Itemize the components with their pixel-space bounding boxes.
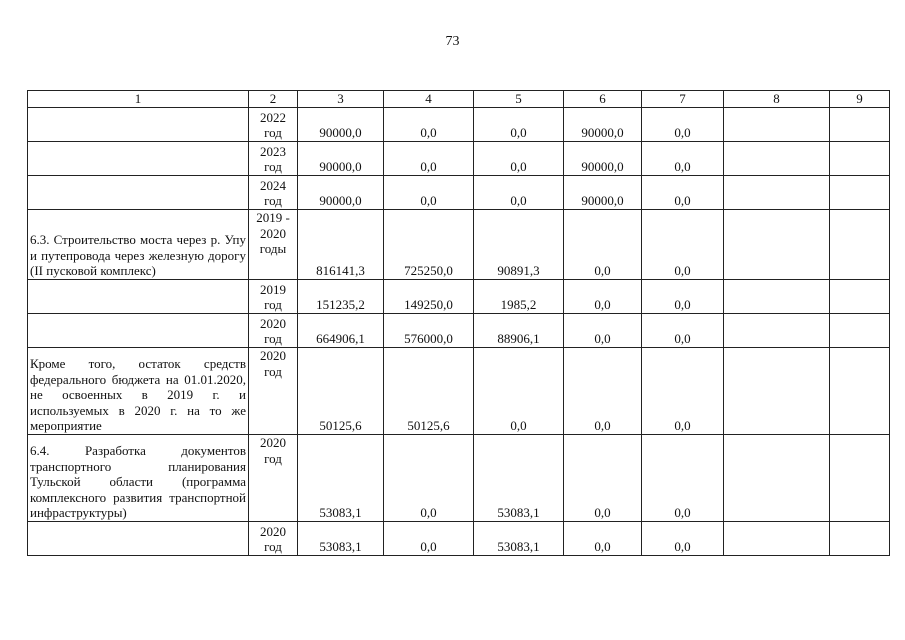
value-cell: 53083,1 xyxy=(474,522,564,556)
period-cell: 2023 год xyxy=(249,142,298,176)
value-cell: 0,0 xyxy=(642,348,724,435)
value-cell: 0,0 xyxy=(564,314,642,348)
value-cell: 0,0 xyxy=(384,108,474,142)
value-cell: 0,0 xyxy=(474,108,564,142)
empty-cell xyxy=(830,314,890,348)
period-cell: 2024 год xyxy=(249,176,298,210)
total-cell: 53083,1 xyxy=(298,435,384,522)
empty-cell xyxy=(830,435,890,522)
table-row xyxy=(28,435,890,522)
empty-cell xyxy=(724,314,830,348)
description-cell xyxy=(28,108,249,142)
value-cell: 50125,6 xyxy=(384,348,474,435)
empty-cell xyxy=(724,142,830,176)
description-cell: 6.3. Строительство моста через р. Упу и путепровода через железную дорогу (II пусковой комплекс) xyxy=(28,210,249,280)
value-cell: 149250,0 xyxy=(384,280,474,314)
period-cell: 2020 год xyxy=(249,435,298,522)
value-cell: 90000,0 xyxy=(564,176,642,210)
total-cell: 50125,6 xyxy=(298,348,384,435)
empty-cell xyxy=(830,280,890,314)
value-cell: 0,0 xyxy=(564,522,642,556)
value-cell: 1985,2 xyxy=(474,280,564,314)
value-cell: 0,0 xyxy=(384,435,474,522)
value-cell: 0,0 xyxy=(384,522,474,556)
value-cell: 0,0 xyxy=(564,348,642,435)
empty-cell xyxy=(830,176,890,210)
description-cell xyxy=(28,314,249,348)
total-cell: 90000,0 xyxy=(298,108,384,142)
table-row xyxy=(28,108,890,142)
period-cell: 2019 - 2020 годы xyxy=(249,210,298,280)
value-cell: 0,0 xyxy=(642,176,724,210)
value-cell: 0,0 xyxy=(642,435,724,522)
column-header: 6 xyxy=(564,91,642,108)
table-row xyxy=(28,314,890,348)
empty-cell xyxy=(724,435,830,522)
empty-cell xyxy=(724,522,830,556)
value-cell: 0,0 xyxy=(642,280,724,314)
value-cell: 0,0 xyxy=(474,142,564,176)
period-cell: 2020 год xyxy=(249,314,298,348)
total-cell: 816141,3 xyxy=(298,210,384,280)
column-header: 2 xyxy=(249,91,298,108)
value-cell: 0,0 xyxy=(474,348,564,435)
value-cell: 0,0 xyxy=(384,142,474,176)
empty-cell xyxy=(724,210,830,280)
value-cell: 88906,1 xyxy=(474,314,564,348)
table-row xyxy=(28,522,890,556)
value-cell: 90000,0 xyxy=(564,142,642,176)
description-cell xyxy=(28,176,249,210)
value-cell: 0,0 xyxy=(642,210,724,280)
empty-cell xyxy=(830,108,890,142)
description-cell: 6.4. Разработка документов транспортного планирования Тульской области (программа комплексного развития транспортной инфраструктуры) xyxy=(28,435,249,522)
value-cell: 0,0 xyxy=(642,108,724,142)
period-cell: 2019 год xyxy=(249,280,298,314)
value-cell: 0,0 xyxy=(642,314,724,348)
value-cell: 0,0 xyxy=(564,280,642,314)
table-row xyxy=(28,176,890,210)
table-row xyxy=(28,142,890,176)
value-cell: 90000,0 xyxy=(564,108,642,142)
period-cell: 2020 год xyxy=(249,522,298,556)
description-cell: Кроме того, остаток средств федерального бюджета на 01.01.2020, не освоенных в 2019 г. и используемых в 2020 г. на то же мероприятие xyxy=(28,348,249,435)
empty-cell xyxy=(724,280,830,314)
column-header: 9 xyxy=(830,91,890,108)
value-cell: 725250,0 xyxy=(384,210,474,280)
empty-cell xyxy=(830,210,890,280)
description-cell xyxy=(28,142,249,176)
total-cell: 151235,2 xyxy=(298,280,384,314)
total-cell: 53083,1 xyxy=(298,522,384,556)
total-cell: 90000,0 xyxy=(298,176,384,210)
table-row xyxy=(28,210,890,280)
empty-cell xyxy=(724,108,830,142)
description-cell xyxy=(28,522,249,556)
page-number: 73 xyxy=(445,34,460,49)
table-row xyxy=(28,280,890,314)
value-cell: 90891,3 xyxy=(474,210,564,280)
value-cell: 0,0 xyxy=(642,142,724,176)
empty-cell xyxy=(724,348,830,435)
empty-cell xyxy=(830,348,890,435)
empty-cell xyxy=(830,522,890,556)
total-cell: 90000,0 xyxy=(298,142,384,176)
column-header: 4 xyxy=(384,91,474,108)
column-header: 1 xyxy=(28,91,249,108)
value-cell: 53083,1 xyxy=(474,435,564,522)
value-cell: 0,0 xyxy=(564,210,642,280)
column-header: 8 xyxy=(724,91,830,108)
value-cell: 576000,0 xyxy=(384,314,474,348)
empty-cell xyxy=(830,142,890,176)
description-cell xyxy=(28,280,249,314)
header-row xyxy=(28,91,890,108)
empty-cell xyxy=(724,176,830,210)
period-cell: 2020 год xyxy=(249,348,298,435)
total-cell: 664906,1 xyxy=(298,314,384,348)
table-row xyxy=(28,348,890,435)
column-header: 5 xyxy=(474,91,564,108)
column-header: 7 xyxy=(642,91,724,108)
value-cell: 0,0 xyxy=(474,176,564,210)
budget-table xyxy=(27,90,890,556)
value-cell: 0,0 xyxy=(642,522,724,556)
column-header: 3 xyxy=(298,91,384,108)
value-cell: 0,0 xyxy=(564,435,642,522)
value-cell: 0,0 xyxy=(384,176,474,210)
period-cell: 2022 год xyxy=(249,108,298,142)
